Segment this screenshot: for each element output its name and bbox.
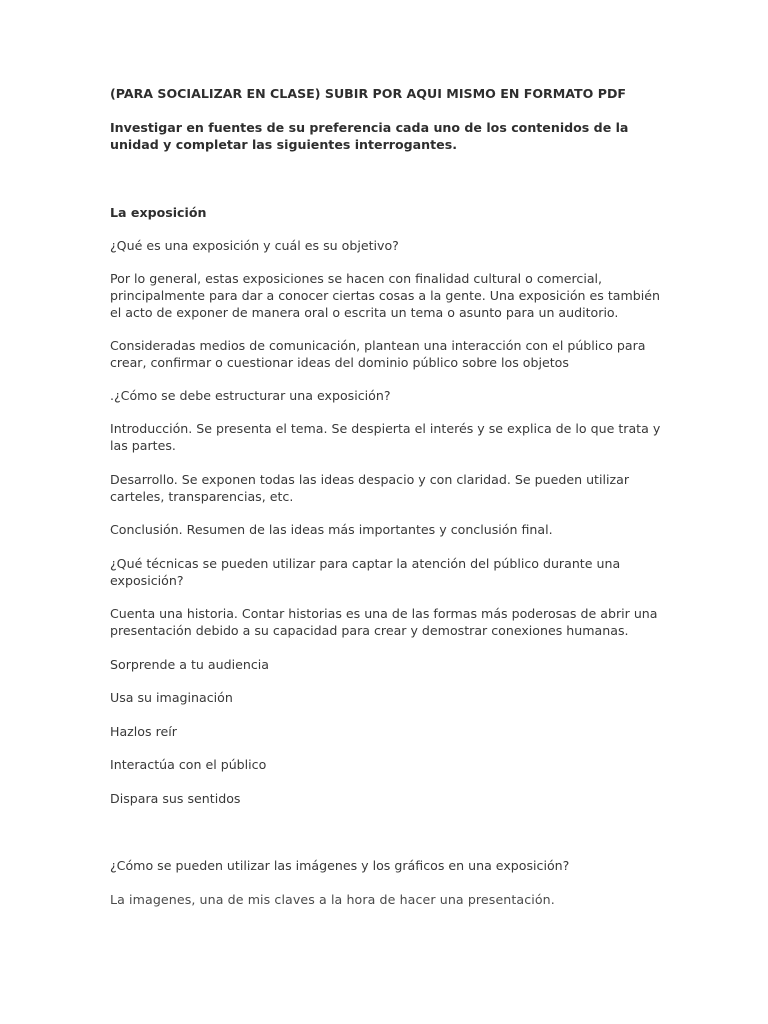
answer-2-introduccion: Introducción. Se presenta el tema. Se despierta el interés y se explica de lo que trata y las partes.	[110, 421, 661, 453]
list-item: Interactúa con el público	[110, 757, 267, 772]
section-title: La exposición	[110, 205, 207, 220]
header-instruction: (PARA SOCIALIZAR EN CLASE) SUBIR POR AQUI MISMO EN FORMATO PDF	[110, 86, 627, 101]
answer-3-story: Cuenta una historia. Contar historias es una de las formas más poderosas de abrir una presentación debido a su capacidad para crear y demostrar conexiones humanas.	[110, 606, 658, 638]
question-2: .¿Cómo se debe estructurar una exposición?	[110, 388, 391, 403]
question-3: ¿Qué técnicas se pueden utilizar para captar la atención del público durante una exposición?	[110, 556, 621, 588]
answer-4: La imagenes, una de mis claves a la hora de hacer una presentación.	[110, 892, 555, 907]
question-4: ¿Cómo se pueden utilizar las imágenes y los gráficos en una exposición?	[110, 858, 570, 873]
answer-1-paragraph-2: Consideradas medios de comunicación, plantean una interacción con el público para crear, confirmar o cuestionar ideas del dominio público sobre los objetos	[110, 338, 646, 370]
list-item: Sorprende a tu audiencia	[110, 657, 269, 672]
answer-1-paragraph-1: Por lo general, estas exposiciones se hacen con finalidad cultural o comercial, principalmente para dar a conocer ciertas cosas a la gente. Una exposición es también el acto de exponer de manera oral o escrita un tema o asunto para un auditorio.	[110, 271, 660, 320]
list-item: Dispara sus sentidos	[110, 791, 241, 806]
answer-2-desarrollo: Desarrollo. Se exponen todas las ideas despacio y con claridad. Se pueden utilizar carteles, transparencias, etc.	[110, 472, 629, 504]
task-instruction: Investigar en fuentes de su preferencia cada uno de los contenidos de la unidad y completar las siguientes interrogantes.	[110, 120, 629, 152]
list-item: Usa su imaginación	[110, 690, 233, 705]
answer-2-conclusion: Conclusión. Resumen de las ideas más importantes y conclusión final.	[110, 522, 553, 537]
list-item: Hazlos reír	[110, 724, 177, 739]
question-1: ¿Qué es una exposición y cuál es su objetivo?	[110, 238, 399, 253]
